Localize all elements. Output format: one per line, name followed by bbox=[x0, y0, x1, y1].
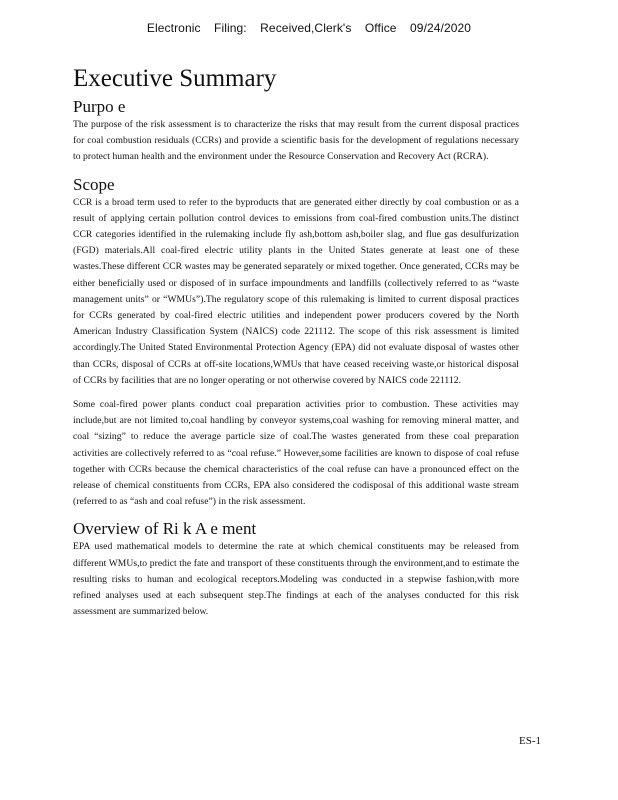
section-heading-scope: Scope bbox=[73, 174, 115, 194]
page-title: Executive Summary bbox=[73, 65, 277, 92]
document-body bbox=[73, 64, 519, 620]
section-overview bbox=[73, 519, 519, 620]
section-purpose bbox=[73, 97, 519, 166]
paragraph-overview: EPA used mathematical models to determine the rate at which chemical constituents may be released from different WMUs,to predict the fate and transport of these constituents through the environment,and to estimate the resulting risks to human and ecological receptors.Modeling was conducted in a stepwise fashion,with more refined analyses used at each subsequent step.The findings at each of the analyses conducted for this risk assessment are summarized below. bbox=[73, 541, 519, 618]
section-heading-overview: Overview of Ri k A e ment bbox=[73, 519, 257, 539]
paragraph-purpose: The purpose of the risk assessment is to characterize the risks that may result from the current disposal practices for coal combustion residuals (CCRs) and provide a scientific basis for the development of regulations necessary to protect human health and the environment under the Resource Conservation and Recovery Act (RCRA). bbox=[73, 119, 519, 163]
filing-stamp-header: Electronic Filing: Received,Clerk's Office 09/24/2020 bbox=[146, 21, 472, 35]
section-scope bbox=[73, 175, 519, 511]
paragraph-scope-1: CCR is a broad term used to refer to the byproducts that are generated either directly by coal combustion or as a result of applying certain pollution control devices to emissions from coal-fired combustion units.The distinct CCR categories identified in the rulemaking include fly ash,bottom ash,boiler slag, and flue gas desulfurization (FGD) materials.All coal-fired electric utility plants in the United States generate at least one of these wastes.These different CCR wastes may be generated separately or mixed together. Once generated, CCRs may be either beneficially used or disposed of in surface impoundments and landfills (collectively referred to as “waste management units” or “WMUs”).The regulatory scope of this rulemaking is limited to current disposal practices for CCRs generated by coal-fired electric utilities and independent power producers covered by the North American Industry Classification System (NAICS) code 221112. The scope of this risk assessment is limited accordingly.The United Stated Environmental Protection Agency (EPA) did not evaluate disposal of wastes other than CCRs, disposal of CCRs at off-site locations,WMUs that have ceased receiving waste,or historical disposal of CCRs by facilities that are no longer operating or not otherwise covered by NAICS code 221112. bbox=[73, 196, 519, 386]
page-number: ES-1 bbox=[519, 735, 541, 747]
section-heading-purpose: Purpo e bbox=[73, 97, 126, 116]
paragraph-scope-2: Some coal-fired power plants conduct coal preparation activities prior to combustion. These activities may include,but are not limited to,coal handling by conveyor systems,coal washing for removing mineral matter, and coal “sizing” to reduce the average particle size of coal.The wastes generated from these coal preparation activities are collectively referred to as “coal refuse.” However,some facilities are known to dispose of coal refuse together with CCRs because the chemical characteristics of the coal refuse can have a pronounced effect on the release of chemical constituents from CCRs, EPA also considered the codisposal of this additional waste stream (referred to as “ash and coal refuse”) in the risk assessment. bbox=[73, 399, 519, 508]
